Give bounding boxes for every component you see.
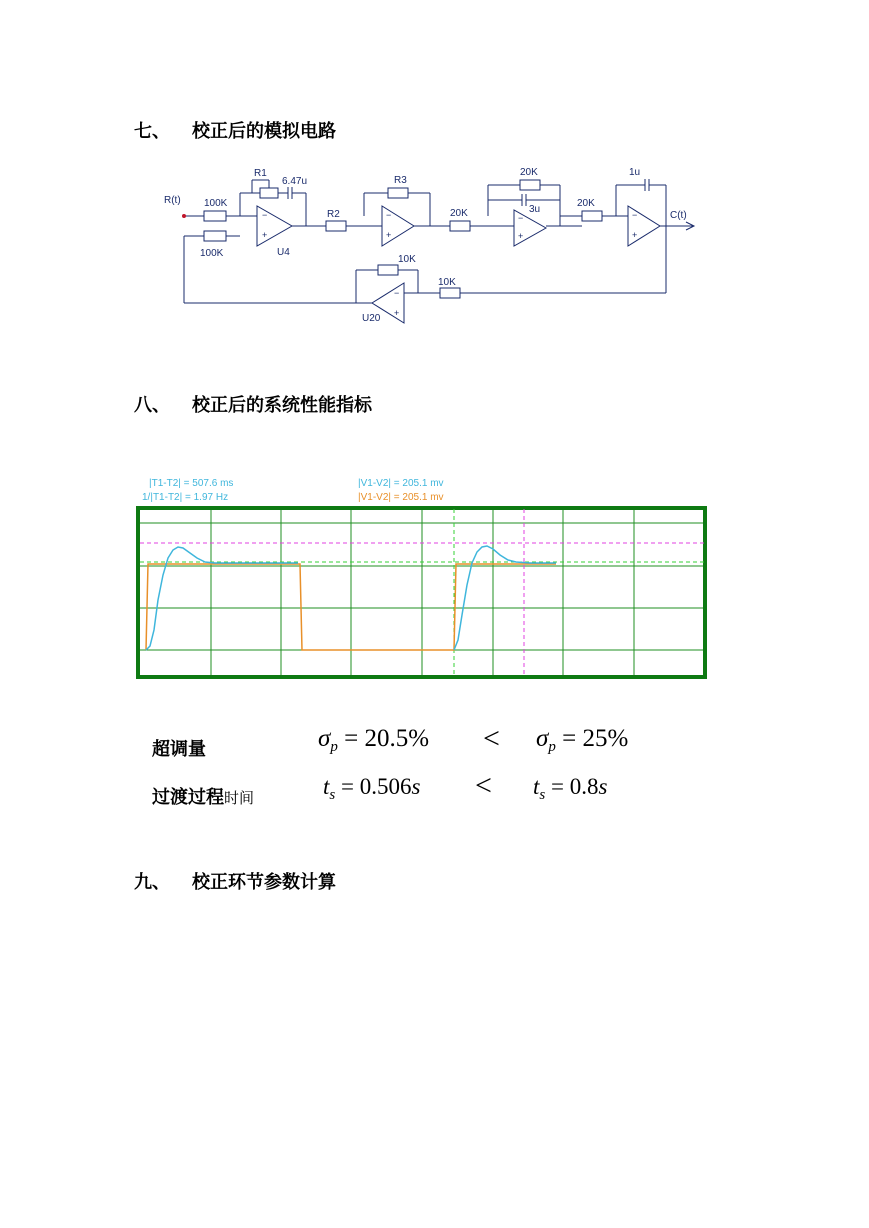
settling-limit: $t_s = 0.8s$	[533, 774, 608, 803]
label-r-fb: 10K	[398, 254, 416, 265]
svg-text:−: −	[262, 210, 268, 220]
label-u20: U20	[362, 313, 381, 324]
svg-text:+: +	[518, 231, 524, 241]
less-than-symbol: <	[483, 722, 500, 755]
label-r3: R3	[394, 175, 407, 186]
section-title: 校正后的系统性能指标	[192, 395, 372, 416]
label-input: R(t)	[164, 195, 181, 206]
overshoot-limit: $\sigma_p = 25\%$	[536, 725, 629, 755]
label-c1: 6.47u	[282, 176, 308, 187]
svg-text:+: +	[262, 230, 268, 240]
settling-measured: $t_s = 0.506s$	[323, 774, 421, 803]
label-r-in1: 100K	[204, 198, 228, 209]
label-c2: 3u	[529, 204, 541, 215]
section-number: 八、	[134, 395, 170, 416]
less-than-symbol: <	[475, 769, 492, 802]
label-u4: U4	[277, 247, 290, 258]
label-c3: 1u	[629, 167, 641, 178]
label-r2: R2	[327, 209, 340, 220]
settling-label-main: 过渡过程	[152, 787, 224, 808]
scope-dt: |T1-T2| = 507.6 ms	[149, 478, 234, 489]
scope-dv2: |V1-V2| = 205.1 mv	[358, 492, 444, 503]
overshoot-label: 超调量	[152, 739, 206, 760]
svg-text:−: −	[632, 210, 638, 220]
settling-label	[152, 783, 254, 809]
label-r-fb-in: 10K	[438, 277, 456, 288]
overshoot-measured: $\sigma_p = 20.5\%$	[318, 725, 430, 755]
label-r5: 20K	[520, 167, 538, 178]
label-r4: 20K	[450, 208, 468, 219]
svg-text:−: −	[386, 210, 392, 220]
scope-freq: 1/|T1-T2| = 1.97 Hz	[142, 492, 229, 503]
label-r1: R1	[254, 168, 267, 179]
svg-text:+: +	[394, 308, 400, 318]
label-r6: 20K	[577, 198, 595, 209]
section-number: 九、	[134, 872, 170, 893]
section-title: 校正环节参数计算	[192, 872, 336, 893]
label-r-in2: 100K	[200, 248, 224, 259]
svg-text:−: −	[394, 288, 400, 298]
svg-text:+: +	[632, 230, 638, 240]
settling-label-small: 时间	[224, 789, 255, 807]
section-title: 校正后的模拟电路	[192, 121, 336, 142]
label-output: C(t)	[670, 210, 687, 221]
svg-text:+: +	[386, 230, 392, 240]
svg-text:−: −	[518, 213, 524, 223]
scope-dv1: |V1-V2| = 205.1 mv	[358, 478, 444, 489]
section-number: 七、	[134, 121, 170, 142]
